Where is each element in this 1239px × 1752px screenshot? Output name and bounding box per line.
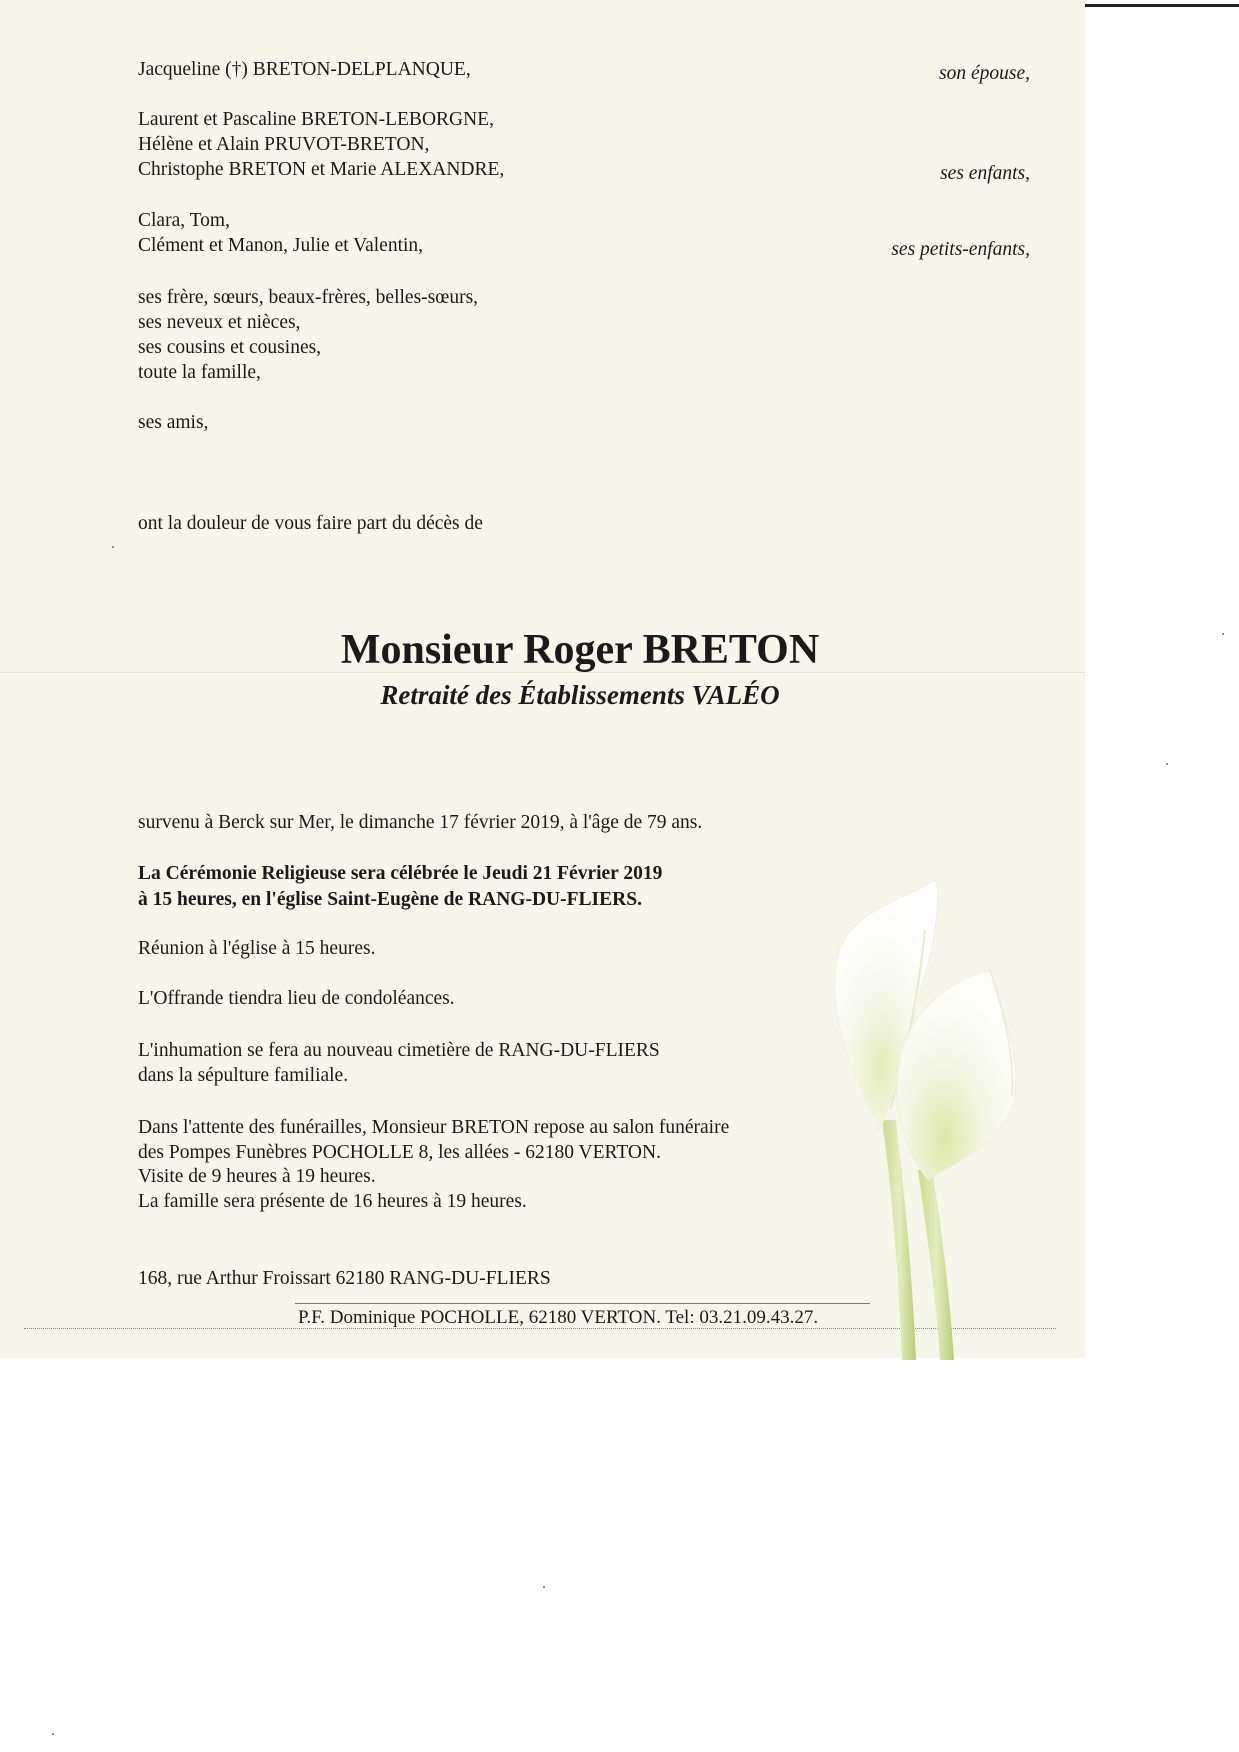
meeting-line: Réunion à l'église à 15 heures.	[138, 938, 376, 959]
relatives-line: toute la famille,	[138, 362, 261, 383]
grandchild-line: Clément et Manon, Julie et Valentin,	[138, 235, 424, 256]
announcement: ont la douleur de vous faire part du décès de	[138, 513, 483, 534]
deceased-name: Monsieur Roger BRETON	[340, 627, 820, 673]
scan-speck	[543, 1586, 545, 1588]
scan-speck	[1222, 633, 1224, 635]
scan-speck	[1166, 763, 1168, 765]
offering-line: L'Offrande tiendra lieu de condoléances.	[138, 988, 455, 1009]
death-details: survenu à Berck sur Mer, le dimanche 17 février 2019, à l'âge de 79 ans.	[138, 812, 703, 833]
address-line: 168, rue Arthur Froissart 62180 RANG-DU-FLIERS	[138, 1268, 551, 1289]
friends-line: ses amis,	[138, 412, 209, 433]
deceased-title: Retraité des Établissements VALÉO	[380, 680, 780, 710]
child-line: Christophe BRETON et Marie ALEXANDRE,	[138, 159, 505, 180]
top-rule	[1085, 4, 1239, 7]
relatives-line: ses neveux et nièces,	[138, 312, 301, 333]
ceremony-line: à 15 heures, en l'église Saint-Eugène de RANG-DU-FLIERS.	[138, 889, 642, 910]
relatives-line: ses cousins et cousines,	[138, 337, 322, 358]
scan-speck	[112, 546, 114, 548]
funeral-home-footer: P.F. Dominique POCHOLLE, 62180 VERTON. Tel: 03.21.09.43.27.	[298, 1307, 819, 1328]
calla-lily-icon	[800, 870, 1085, 1360]
children-role: ses enfants,	[940, 163, 1030, 184]
spouse-role: son épouse,	[939, 63, 1030, 84]
viewing-line: La famille sera présente de 16 heures à 19 heures.	[138, 1191, 527, 1212]
relatives-line: ses frère, sœurs, beaux-frères, belles-sœurs,	[138, 287, 479, 308]
burial-line: L'inhumation se fera au nouveau cimetière de RANG-DU-FLIERS	[138, 1040, 660, 1061]
footer-rule-top	[295, 1303, 870, 1304]
grandchild-line: Clara, Tom,	[138, 210, 230, 231]
viewing-line: des Pompes Funèbres POCHOLLE 8, les allées - 62180 VERTON.	[138, 1142, 661, 1163]
viewing-line: Visite de 9 heures à 19 heures.	[138, 1166, 376, 1187]
child-line: Laurent et Pascaline BRETON-LEBORGNE,	[138, 109, 494, 130]
scan-speck	[52, 1733, 54, 1735]
viewing-line: Dans l'attente des funérailles, Monsieur BRETON repose au salon funéraire	[138, 1117, 730, 1138]
grandchildren-role: ses petits-enfants,	[891, 239, 1030, 260]
burial-line: dans la sépulture familiale.	[138, 1065, 349, 1086]
child-line: Hélène et Alain PRUVOT-BRETON,	[138, 134, 430, 155]
ceremony-line: La Cérémonie Religieuse sera célébrée le Jeudi 21 Février 2019	[138, 863, 663, 884]
spouse-name: Jacqueline (†) BRETON-DELPLANQUE,	[138, 59, 471, 80]
